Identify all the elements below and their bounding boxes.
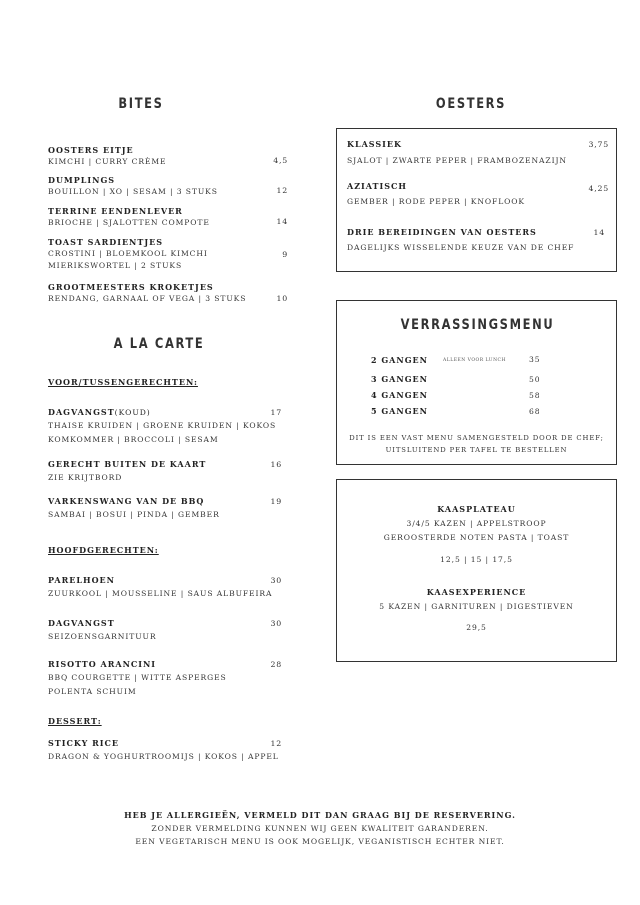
item-desc: KIMCHI | CURRY CRÈME <box>48 157 167 166</box>
item-desc: ZIE KRIJTBORD <box>48 473 123 482</box>
item-name: KLASSIEK <box>347 139 402 149</box>
section-voor: VOOR/TUSSENGERECHTEN: <box>48 377 198 387</box>
item-price: 16 <box>270 460 282 469</box>
oesters-heading: OESTERS <box>435 96 507 112</box>
item-price: 3,75 <box>588 140 609 149</box>
verrassingsmenu-box <box>336 300 617 465</box>
item-price: 14 <box>276 217 288 226</box>
kaas-box <box>336 479 617 662</box>
kaasexperience <box>337 587 616 634</box>
item-desc: THAISE KRUIDEN | GROENE KRUIDEN | KOKOS <box>48 421 277 430</box>
verrassing-footer-line: DIT IS EEN VAST MENU SAMENGESTELD DOOR DE CHEF; <box>349 434 604 442</box>
menu-item <box>48 575 272 600</box>
quality-note: ZONDER VERMELDING KUNNEN WIJ GEEN KWALITEIT GARANDEREN. <box>151 824 489 833</box>
kaasexperience-line: 5 KAZEN | GARNITUREN | DIGESTIEVEN <box>379 602 574 611</box>
gangen-price: 50 <box>529 375 541 384</box>
allergy-note: HEB JE ALLERGIEËN, VERMELD DIT DAN GRAAG BIJ DE RESERVERING. <box>124 810 516 820</box>
gangen-price: 68 <box>529 407 541 416</box>
item-desc: POLENTA SCHUIM <box>48 687 137 696</box>
kaasplateau-title: KAASPLATEAU <box>437 504 516 514</box>
kaasexperience-title: KAASEXPERIENCE <box>426 587 527 597</box>
item-name: AZIATISCH <box>347 181 407 191</box>
page-footer <box>0 808 640 848</box>
item-price: 4,5 <box>273 156 288 165</box>
menu-item <box>48 145 167 168</box>
kaasplateau-line: 3/4/5 KAZEN | APPELSTROOP <box>406 519 547 528</box>
section-hoofd: HOOFDGERECHTEN: <box>48 545 159 555</box>
item-desc: DAGELIJKS WISSELENDE KEUZE VAN DE CHEF <box>347 243 575 252</box>
item-desc: BRIOCHE | SJALOTTEN COMPOTE <box>48 218 210 227</box>
item-price: 17 <box>270 408 282 417</box>
menu-item <box>48 206 210 229</box>
item-name: TOAST SARDIENTJES <box>48 237 163 247</box>
menu-item <box>48 659 227 698</box>
item-desc: SEIZOENSGARNITUUR <box>48 632 157 641</box>
alacarte-heading: A LA CARTE <box>113 336 205 352</box>
kaasplateau-prices: 12,5 | 15 | 17,5 <box>440 555 513 564</box>
item-name: GERECHT BUITEN DE KAART <box>48 459 207 469</box>
menu-item <box>48 459 206 484</box>
item-price: 9 <box>282 250 288 259</box>
verrassing-footer <box>337 432 616 456</box>
item-price: 4,25 <box>588 184 609 193</box>
item-name: DUMPLINGS <box>48 175 116 185</box>
section-dessert: DESSERT: <box>48 716 102 726</box>
kaasplateau <box>337 504 616 566</box>
gangen-label: 3 GANGEN <box>371 374 428 384</box>
item-price: 28 <box>270 660 282 669</box>
verrassingsmenu-heading: VERRASSINGSMENU <box>400 317 555 333</box>
item-name: DRIE BEREIDINGEN VAN OESTERS <box>347 227 537 237</box>
bites-heading: BITES <box>118 96 164 112</box>
gangen-label: 5 GANGEN <box>371 406 428 416</box>
menu-item <box>48 496 220 521</box>
item-name: RISOTTO ARANCINI <box>48 659 157 669</box>
gangen-price: 58 <box>529 391 541 400</box>
vegetarian-note: EEN VEGETARISCH MENU IS OOK MOGELIJK, VEGANISTISCH ECHTER NIET. <box>135 837 505 846</box>
item-price: 14 <box>593 228 605 237</box>
item-name: DAGVANGST <box>48 407 115 417</box>
menu-item <box>48 282 246 305</box>
gangen-label: 4 GANGEN <box>371 390 428 400</box>
item-desc: ZUURKOOL | MOUSSELINE | SAUS ALBUFEIRA <box>48 589 273 598</box>
item-name: DAGVANGST <box>48 618 115 628</box>
item-desc: MIERIKSWORTEL | 2 STUKS <box>48 261 183 270</box>
item-desc: CROSTINI | BLOEMKOOL KIMCHI <box>48 249 208 258</box>
item-price: 12 <box>276 186 288 195</box>
item-desc: SJALOT | ZWARTE PEPER | FRAMBOZENAZIJN <box>347 156 567 165</box>
item-desc: BOUILLON | XO | SESAM | 3 STUKS <box>48 187 218 196</box>
menu-item <box>48 407 276 446</box>
item-name: TERRINE EENDENLEVER <box>48 206 183 216</box>
item-price: 19 <box>270 497 282 506</box>
item-price: 10 <box>276 294 288 303</box>
item-desc: GEMBER | RODE PEPER | KNOFLOOK <box>347 197 525 206</box>
item-name: VARKENSWANG VAN DE BBQ <box>48 496 205 506</box>
kaasplateau-line: GEROOSTERDE NOTEN PASTA | TOAST <box>383 533 570 542</box>
gangen-note: ALLEEN VOOR LUNCH <box>443 358 506 363</box>
item-price: 30 <box>270 576 282 585</box>
item-desc: SAMBAI | BOSUI | PINDA | GEMBER <box>48 510 220 519</box>
item-name: GROOTMEESTERS KROKETJES <box>48 282 214 292</box>
gangen-price: 35 <box>529 355 541 364</box>
item-desc: RENDANG, GARNAAL OF VEGA | 3 STUKS <box>48 294 247 303</box>
item-desc: KOMKOMMER | BROCCOLI | SESAM <box>48 435 219 444</box>
item-name: STICKY RICE <box>48 738 119 748</box>
oesters-box <box>336 128 617 272</box>
item-name: PARELHOEN <box>48 575 115 585</box>
menu-item <box>48 618 156 643</box>
item-name: OOSTERS EITJE <box>48 145 134 155</box>
menu-item <box>48 175 218 198</box>
gangen-label: 2 GANGEN <box>371 355 428 365</box>
menu-item <box>48 738 279 763</box>
verrassing-footer-line: UITSLUITEND PER TAFEL TE BESTELLEN <box>385 446 568 454</box>
item-price: 30 <box>270 619 282 628</box>
kaasexperience-price: 29,5 <box>466 623 487 632</box>
menu-item <box>48 237 208 272</box>
item-desc: BBQ COURGETTE | WITTE ASPERGES <box>48 673 227 682</box>
item-price: 12 <box>270 739 282 748</box>
item-desc: DRAGON & YOGHURTROOMIJS | KOKOS | APPEL <box>48 752 279 761</box>
item-name-suffix: (KOUD) <box>114 408 151 417</box>
